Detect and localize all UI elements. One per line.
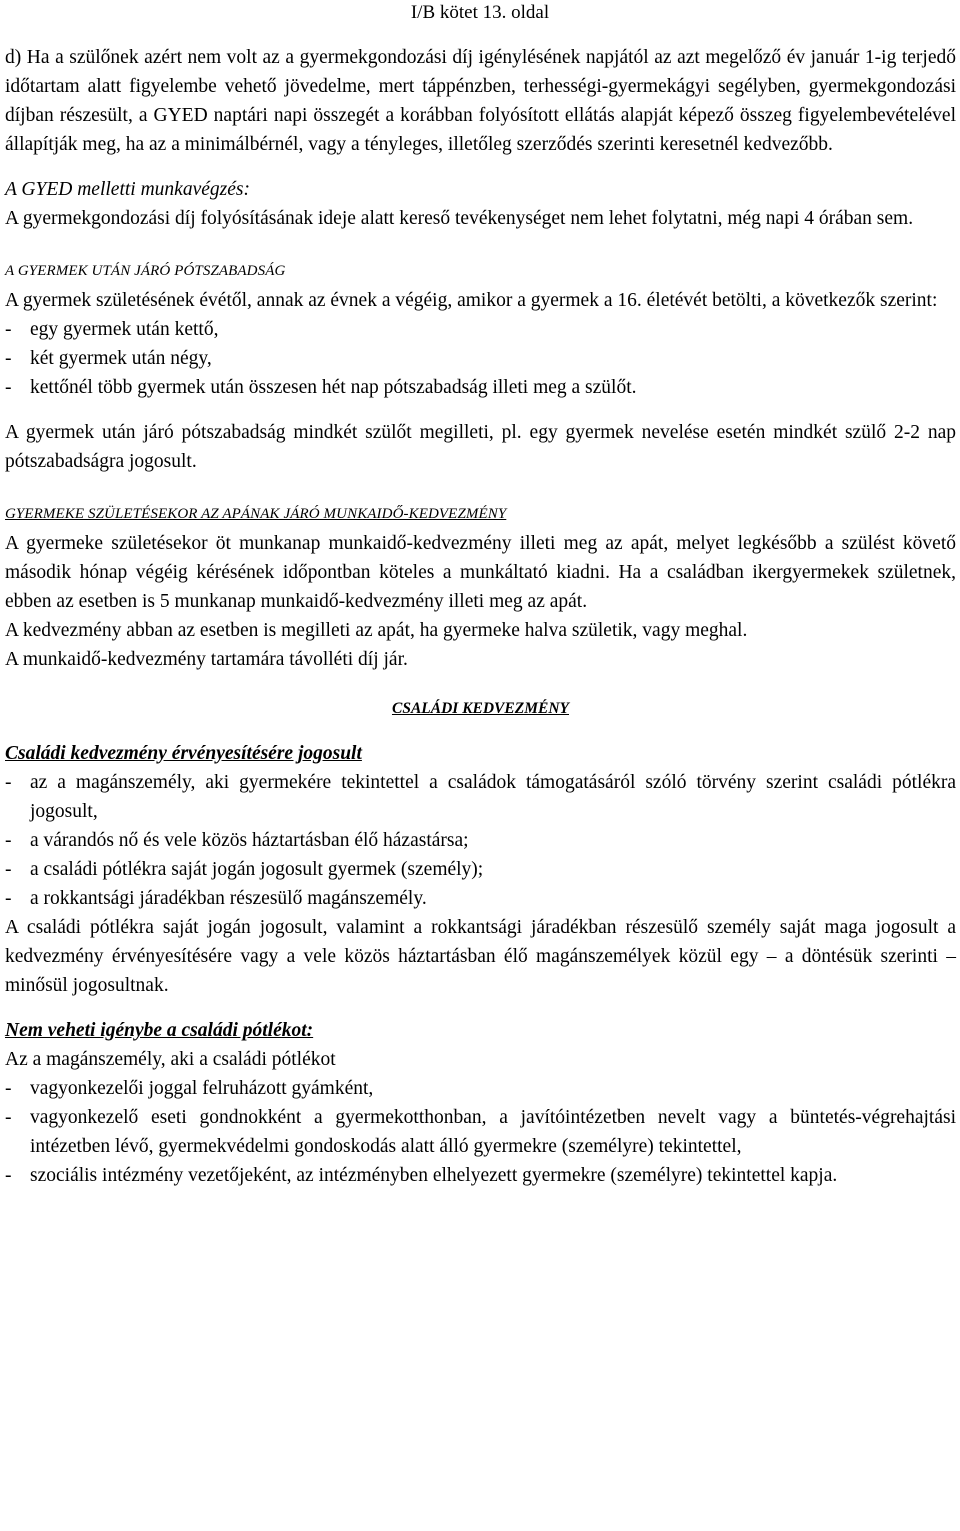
list-item: - a várandós nő és vele közös háztartásban élő házastársa; xyxy=(5,830,469,851)
page-header: I/B kötet 13. oldal xyxy=(410,2,550,23)
list-item: - az a magánszemély, aki gyermekére tekintettel a családok támogatásáról szóló törvény szerint családi pótlékra jogosult, xyxy=(5,772,956,822)
jogosult-text: A családi pótlékra saját jogán jogosult, valamint a rokkantsági járadékban részesülő személy saját maga jogosult a kedvezmény érvényesítésére vagy a vele közös háztartásban élő magánszemélyek közül egy – a döntésük szerinti – minősül jogosultnak. xyxy=(5,917,956,996)
paragraph-d: d) Ha a szülőnek azért nem volt az a gyermekgondozási díj igénylésének napjától az azt megelőző év január 1-ig terjedő időtartam alatt figyelembe vehető jövedelme, mert táppénzben, terhességi-gyermekágyi segélyben, gyermekgondozási díjban részesült, a GYED naptári napi összegét a korábban folyósított ellátás alapját képező összeg figyelembevételével állapítják meg, ha az a minimálbérnél, vagy a tényleges, illetőleg szerződés szerinti keresetnél kedvezőbb. xyxy=(5,47,956,155)
list-item: - vagyonkezelői joggal felruházott gyámként, xyxy=(5,1078,374,1099)
gyed-work-heading: A GYED melletti munkavégzés: xyxy=(5,179,250,200)
nem-intro: Az a magánszemély, aki a családi pótlékot xyxy=(5,1049,336,1070)
apa-paragraph-2: A kedvezmény abban az esetben is megilleti az apát, ha gyermeke halva születik, vagy meghal. xyxy=(5,620,748,641)
apa-paragraph-3: A munkaidő-kedvezmény tartamára távolléti díj jár. xyxy=(5,649,408,670)
csaladi-title: CSALÁDI KEDVEZMÉNY xyxy=(391,700,569,717)
gyed-work-text: A gyermekgondozási díj folyósításának ideje alatt kereső tevékenységet nem lehet folytatni, még napi 4 órában sem. xyxy=(5,208,914,229)
list-item: - egy gyermek után kettő, xyxy=(5,319,219,340)
potszabadsag-heading: A GYERMEK UTÁN JÁRÓ PÓTSZABADSÁG xyxy=(5,263,286,279)
list-item: - vagyonkezelő eseti gondnokként a gyermekotthonban, a javítóintézetben nevelt vagy a büntetés-végrehajtási intézetben lévő, gyermekvédelmi gondoskodás alatt álló gyermekre (személyre) tekintettel, xyxy=(5,1107,956,1157)
list-item: - kettőnél több gyermek után összesen hét nap pótszabadság illeti meg a szülőt. xyxy=(5,377,637,398)
list-item: - szociális intézmény vezetőjeként, az intézményben elhelyezett gyermekre (személyre) tekintettel kapja. xyxy=(5,1165,838,1186)
jogosult-heading: Családi kedvezmény érvényesítésére jogosult xyxy=(5,743,362,764)
page-content xyxy=(5,43,956,1190)
list-item: - két gyermek után négy, xyxy=(5,348,212,369)
nem-heading: Nem veheti igénybe a családi pótlékot: xyxy=(5,1020,314,1041)
apa-heading: GYERMEKE SZÜLETÉSEKOR AZ APÁNAK JÁRÓ MUNKAIDŐ-KEDVEZMÉNY xyxy=(5,506,507,522)
list-item: - a családi pótlékra saját jogán jogosult gyermek (személy); xyxy=(5,859,484,880)
apa-paragraph-1: A gyermeke születésekor öt munkanap munkaidő-kedvezmény illeti meg az apát, melyet legkésőbb a szülést követő második hónap végéig kérésének időpontban köteles a munkáltató kiadni. Ha a családban ikergyermekek születnek, ebben az esetben is 5 munkanap munkaidő-kedvezmény illeti meg az apát. xyxy=(5,533,956,612)
list-item: - a rokkantsági járadékban részesülő magánszemély. xyxy=(5,888,427,909)
potszabadsag-intro: A gyermek születésének évétől, annak az évnek a végéig, amikor a gyermek a 16. életévét betölti, a következők szerint: xyxy=(5,290,938,311)
potszabadsag-note: A gyermek után járó pótszabadság mindkét szülőt megilleti, pl. egy gyermek nevelése esetén mindkét szülő 2-2 nap pótszabadságra jogosult. xyxy=(5,422,956,472)
